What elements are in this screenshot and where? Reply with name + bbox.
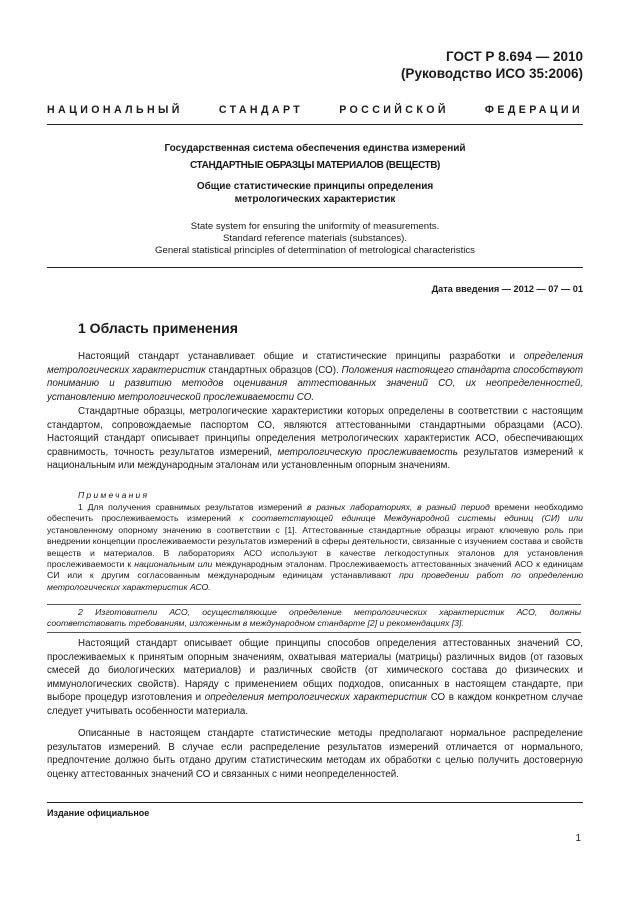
- notes-heading: Примечания: [78, 490, 150, 500]
- note1-text-a: 1 Для получения сравнимых результатов измерений: [78, 502, 307, 512]
- section-heading: 1 Область применения: [78, 320, 238, 336]
- footer-rule: [47, 802, 583, 803]
- standard-subtitle: [47, 181, 583, 206]
- p1-text-b: определения метрологических характеристик: [47, 351, 583, 376]
- p3-text-a: Настоящий стандарт описывает общие принципы способов определения аттестованных значений СО, прослеживаемых к принятым опорным значениям, охватывая материалы (матрицы) различных видов (от газовых смесей до биологических материалов) и различных свойств (от химического состава до физических и иммунологических свойств). Наряду с применением общих подходов, описанных в настоящем стандарте, при выборе процедур изготовления и: [47, 638, 583, 704]
- document-code: [401, 48, 583, 82]
- edition-label: Издание официальное: [47, 808, 150, 818]
- header-rule: [47, 124, 583, 125]
- standard-subtitle-line2: метрологических характеристик: [234, 193, 396, 205]
- note2-text: 2 Изготовители АСО, осуществляющие определение метрологических характеристик АСО, должны соответствовать требованиям, изложенным в международном стандарте [2] и рекомендациях [3].: [47, 607, 581, 629]
- document-code-line1: ГОСТ Р 8.694 — 2010: [446, 49, 583, 64]
- p3-text-c: СО в каждом конкретном случае следует учитывать особенности материала.: [47, 692, 583, 717]
- p2-text-b: метрологическую прослеживаемость: [277, 446, 458, 458]
- scope-paragraph-4: [47, 727, 583, 781]
- standard-subtitle-line1: Общие статистические принципы определения: [196, 181, 434, 192]
- p2-text-a: Стандартные образцы, метрологические характеристики которых определены в соответствии с настоящим стандартом, сопровождаемые паспортом СО, являются аттестованными стандартными образцами (АСО). Настоящий стандарт описывает принципы определения метрологических характеристик АСО, обеспечивающих сравнимость, точность результатов измерений,: [47, 406, 583, 458]
- note-2-boxed: [47, 604, 581, 633]
- note-1: [47, 502, 583, 593]
- p3-text-b: определения метрологических характеристик: [204, 692, 428, 704]
- note1-text-g: международным эталонам. Прослеживаемость аттестованных значений АСО к единицам СИ или к другим согласованным международным единицам устанавливают: [47, 559, 583, 581]
- english-title-line3: General statistical principles of determination of metrological characteristics: [155, 245, 475, 256]
- scope-paragraph-3: [47, 637, 583, 719]
- introduction-date: Дата введения — 2012 — 07 — 01: [431, 284, 583, 294]
- p1-text-d: Положения настоящего стандарта способствуют пониманию и развитию методов оценивания аттестованных значений СО, их неопределенностей, установлению метрологической прослеживаемости СО.: [47, 364, 583, 403]
- english-title-line2: Standard reference materials (substances).: [223, 233, 407, 244]
- p1-text-c: стандартных образцов (СО).: [205, 364, 342, 376]
- document-code-line2: (Руководство ИСО 35:2006): [400, 66, 583, 81]
- note1-text-d: к соответствующей единице Международной системы единиц (СИ) или: [239, 513, 583, 524]
- p1-text-a: Настоящий стандарт устанавливает общие и статистические принципы разработки и: [78, 351, 524, 362]
- system-title: Государственная система обеспечения единства измерений: [164, 143, 466, 154]
- note1-text-e: установленному опорному значению в соответствии с [1]. Аттестованные стандартные образцы играют ключевую роль при внедрении концепции прослеживаемости результатов измерений в сферы деятельности, связанные с изучением состава и свойств веществ и материалов. В лабораториях АСО используют в качестве легкодоступных эталонов для установления прослеживаемости к: [47, 524, 583, 570]
- note1-text-b: в разных лабораториях, в разный период: [306, 502, 490, 512]
- english-title-line1: State system for ensuring the uniformity of measurements.: [190, 221, 440, 232]
- english-title: [47, 221, 583, 257]
- scope-paragraph-1: [47, 350, 583, 404]
- p4-text: Описанные в настоящем стандарте статистические методы предполагают нормальное распределение результатов измерений. В случае если распределение результатов измерений отличается от нормального, предпочтение должно быть отдано другим статистическим методам их обработки с целью получить достоверную оценку аттестованных значений СО и связанных с ними неопределенностей.: [47, 728, 583, 780]
- note1-text-f: национальным или: [134, 559, 213, 570]
- note1-text-c: времени необходимо обеспечить прослеживаемость измерений: [47, 502, 584, 524]
- note1-text-h: при проведении работ по определению метрологических характеристик АСО.: [47, 570, 583, 592]
- standard-title: СТАНДАРТНЫЕ ОБРАЗЦЫ МАТЕРИАЛОВ (ВЕЩЕСТВ): [189, 160, 440, 171]
- p2-text-c: результатов измерений к национальным или международным эталонам или установленным опорным значениям.: [47, 446, 584, 472]
- title-rule: [47, 267, 583, 268]
- page-number: 1: [575, 833, 581, 844]
- scope-paragraph-2: [47, 405, 583, 473]
- national-standard-banner: НАЦИОНАЛЬНЫЙ СТАНДАРТ РОССИЙСКОЙ ФЕДЕРАЦИИ: [47, 104, 583, 116]
